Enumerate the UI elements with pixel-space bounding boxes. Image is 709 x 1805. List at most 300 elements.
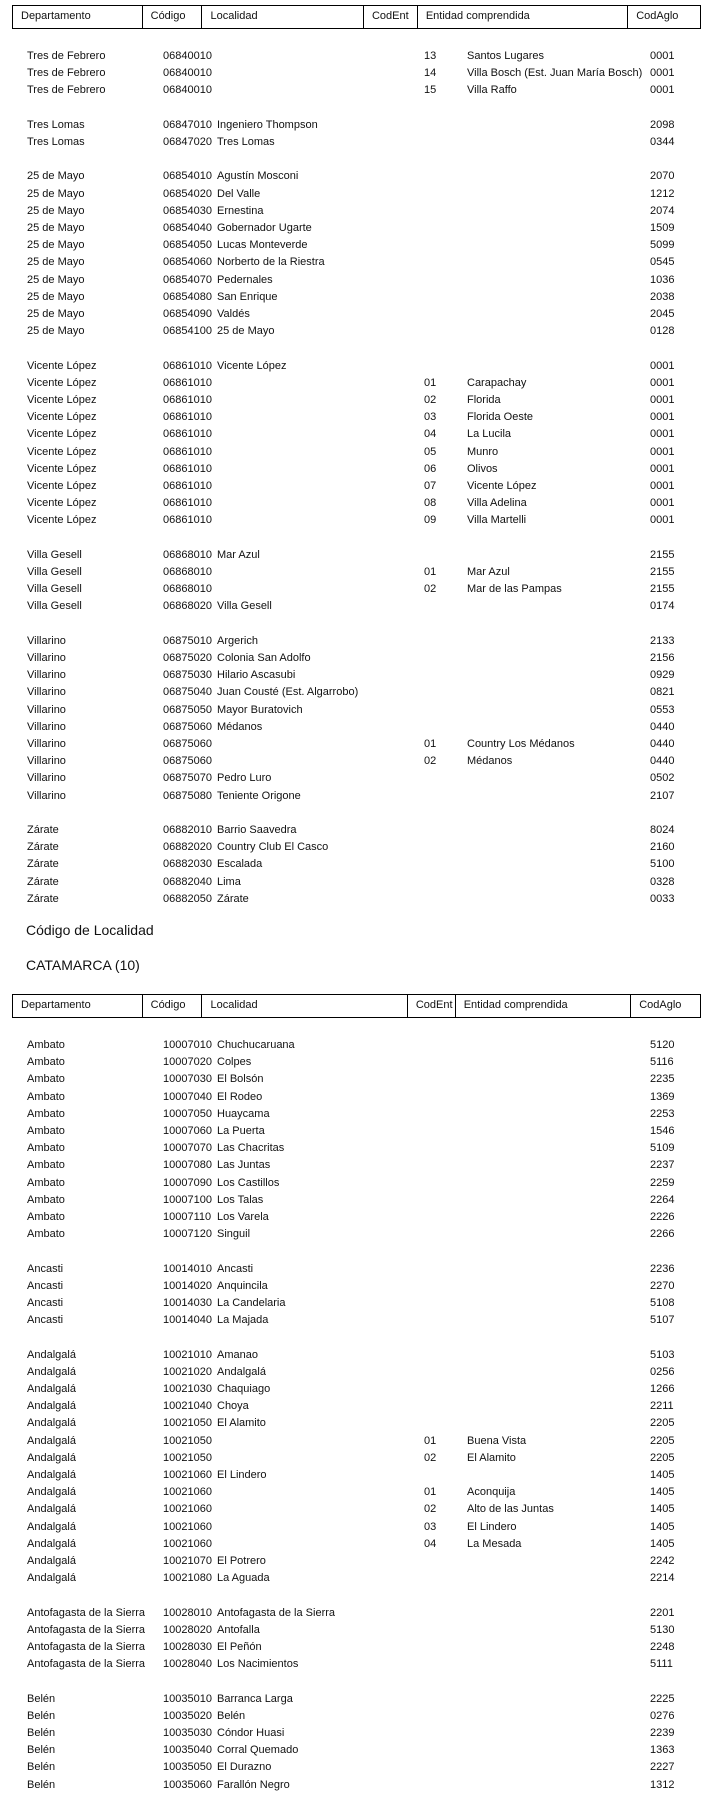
localidad-cell: Colonia San Adolfo: [217, 652, 311, 664]
entidad-cell: Carapachay: [467, 376, 527, 389]
codent-cell: 07: [424, 480, 437, 492]
codigo-cell: 06882030: [163, 858, 212, 871]
table-row: [0, 1639, 709, 1656]
departamento-cell: Vicente López: [27, 497, 97, 510]
table-row: [0, 358, 709, 375]
table-row: [0, 82, 709, 99]
header-codaglo: CodAglo: [639, 999, 682, 1011]
codent-cell: 14: [424, 67, 437, 80]
entidad-cell: La Mesada: [467, 1537, 522, 1550]
departamento-cell: Ambato: [27, 1056, 65, 1069]
entidad-cell: Country Los Médanos: [467, 738, 575, 750]
codaglo-cell: 0001: [650, 67, 675, 80]
table-row: [0, 1037, 709, 1054]
codaglo-cell: 2201: [650, 1606, 675, 1619]
codaglo-cell: 0440: [650, 720, 675, 733]
codigo-cell: 10035040: [163, 1744, 212, 1757]
codigo-cell: 06854070: [163, 273, 212, 286]
localidad-cell: La Candelaria: [217, 1297, 286, 1309]
codaglo-cell: 2156: [650, 652, 675, 664]
localidad-cell: Lima: [217, 875, 241, 888]
table-row: [0, 547, 709, 564]
codaglo-cell: 5116: [650, 1056, 674, 1069]
localidad-cell: Farallón Negro: [217, 1778, 290, 1791]
departamento-cell: Zárate: [27, 841, 59, 854]
codigo-cell: 10028020: [163, 1623, 212, 1636]
codaglo-cell: 0001: [650, 445, 675, 458]
codaglo-cell: 0001: [650, 428, 675, 441]
codaglo-cell: 2160: [650, 841, 675, 854]
table-row: [0, 444, 709, 461]
departamento-cell: Vicente López: [27, 394, 97, 406]
codigo-cell: 06854030: [163, 204, 212, 217]
codigo-cell: 10021070: [163, 1555, 212, 1567]
codaglo-cell: 2205: [650, 1417, 675, 1430]
departamento-cell: Villarino: [27, 755, 66, 768]
entidad-cell: Vicente López: [467, 480, 537, 492]
departamento-cell: Tres de Febrero: [27, 50, 106, 62]
table-row: [0, 1725, 709, 1742]
entidad-cell: Mar de las Pampas: [467, 583, 562, 596]
departamento-cell: Tres de Febrero: [27, 84, 106, 97]
codaglo-cell: 2074: [650, 204, 675, 217]
table-row: [0, 289, 709, 306]
entidad-cell: La Lucila: [467, 428, 512, 441]
table-row: [0, 1295, 709, 1312]
departamento-cell: Villa Gesell: [27, 583, 82, 596]
table-row: [0, 633, 709, 650]
departamento-cell: Villa Gesell: [27, 600, 82, 613]
departamento-cell: Ancasti: [27, 1279, 64, 1292]
departamento-cell: Zárate: [27, 858, 59, 871]
departamento-cell: Ancasti: [27, 1297, 64, 1309]
localidad-cell: Huaycama: [217, 1107, 270, 1120]
departamento-cell: Vicente López: [27, 514, 97, 527]
codaglo-cell: 0553: [650, 703, 675, 716]
departamento-cell: Ambato: [27, 1228, 65, 1241]
codigo-cell: 06861010: [163, 411, 212, 424]
codaglo-cell: 0001: [650, 462, 675, 475]
codaglo-cell: 0001: [650, 514, 675, 527]
table-row: [0, 788, 709, 805]
codigo-cell: 06868010: [163, 583, 212, 596]
codigo-cell: 06861010: [163, 376, 212, 389]
table-row: [0, 1553, 709, 1570]
departamento-cell: Andalgalá: [27, 1451, 76, 1464]
codigo-cell: 06861010: [163, 428, 212, 441]
codaglo-cell: 5103: [650, 1348, 675, 1361]
departamento-cell: 25 de Mayo: [27, 273, 85, 286]
codigo-cell: 10021060: [163, 1469, 212, 1481]
departamento-cell: 25 de Mayo: [27, 170, 85, 183]
entidad-cell: Villa Adelina: [467, 497, 527, 510]
localidad-cell: Ingeniero Thompson: [217, 118, 318, 131]
departamento-cell: Antofagasta de la Sierra: [27, 1606, 146, 1619]
codigo-cell: 10007020: [163, 1056, 212, 1069]
departamento-cell: Andalgalá: [27, 1469, 76, 1481]
localidad-cell: Mar Azul: [217, 548, 260, 561]
localidad-cell: Colpes: [217, 1056, 252, 1069]
header-codent: CodEnt: [408, 995, 456, 1017]
departamento-cell: Villarino: [27, 720, 66, 733]
localidad-cell: Juan Cousté (Est. Algarrobo): [217, 686, 359, 699]
departamento-cell: Villarino: [27, 738, 66, 750]
codent-cell: 08: [424, 497, 437, 510]
localidad-cell: 25 de Mayo: [217, 325, 275, 338]
codigo-cell: 10021040: [163, 1400, 212, 1413]
table-row: [0, 1381, 709, 1398]
codaglo-cell: 1036: [650, 273, 675, 286]
localidad-cell: Las Juntas: [217, 1159, 271, 1172]
codaglo-cell: 5109: [650, 1142, 675, 1155]
table-row: [0, 719, 709, 736]
table-row: [0, 1742, 709, 1759]
departamento-cell: Antofagasta de la Sierra: [27, 1658, 146, 1671]
codigo-cell: 06854100: [163, 325, 212, 338]
departamento-cell: Vicente López: [27, 411, 97, 424]
codigo-cell: 06840010: [163, 50, 212, 62]
departamento-cell: Ancasti: [27, 1262, 64, 1275]
table-row: [0, 822, 709, 839]
codent-cell: 05: [424, 445, 437, 458]
codaglo-cell: 0001: [650, 84, 675, 97]
table1-header: [12, 5, 701, 29]
entidad-cell: Munro: [467, 445, 499, 458]
table-row: [0, 839, 709, 856]
codigo-cell: 06854020: [163, 187, 212, 200]
departamento-cell: Belén: [27, 1761, 56, 1774]
localidad-cell: Tres Lomas: [217, 136, 275, 148]
table-row: [0, 375, 709, 392]
table-row: [0, 186, 709, 203]
localidad-cell: Del Valle: [217, 187, 261, 200]
codigo-cell: 10021060: [163, 1537, 212, 1550]
codigo-cell: 10028010: [163, 1606, 212, 1619]
codaglo-cell: 2098: [650, 118, 675, 131]
departamento-cell: Ancasti: [27, 1314, 64, 1327]
departamento-cell: Vicente López: [27, 428, 97, 441]
codaglo-cell: 5120: [650, 1039, 675, 1051]
table-row: [0, 1123, 709, 1140]
table-row: [0, 1089, 709, 1106]
codent-cell: 06: [424, 462, 437, 475]
header-localidad: Localidad: [202, 995, 407, 1017]
departamento-cell: Villarino: [27, 686, 66, 699]
localidad-cell: Mayor Buratovich: [217, 703, 303, 716]
table-row: [0, 1759, 709, 1776]
table-row: [0, 581, 709, 598]
codaglo-cell: 0276: [650, 1709, 675, 1722]
table-row: [0, 770, 709, 787]
codigo-cell: 06861010: [163, 497, 212, 510]
localidad-cell: Argerich: [217, 634, 258, 647]
codaglo-cell: 2038: [650, 290, 675, 303]
table-row: [0, 426, 709, 443]
codaglo-cell: 2259: [650, 1176, 675, 1189]
codaglo-cell: 2070: [650, 170, 675, 183]
table-row: [0, 1450, 709, 1467]
codigo-cell: 06854060: [163, 256, 212, 269]
localidad-cell: Valdés: [217, 308, 250, 320]
table-row: [0, 1467, 709, 1484]
header-codigo: Código: [143, 995, 203, 1017]
codaglo-cell: 1312: [650, 1778, 675, 1791]
codaglo-cell: 2214: [650, 1572, 675, 1585]
departamento-cell: Vicente López: [27, 462, 97, 475]
codigo-cell: 06882010: [163, 824, 212, 836]
departamento-cell: Belén: [27, 1744, 56, 1757]
header-entidad: Entidad comprendida: [418, 6, 628, 28]
table-row: [0, 1347, 709, 1364]
departamento-cell: Andalgalá: [27, 1486, 76, 1499]
codigo-cell: 10035050: [163, 1761, 212, 1774]
codaglo-cell: 0440: [650, 755, 675, 768]
codaglo-cell: 0344: [650, 136, 675, 148]
departamento-cell: Andalgalá: [27, 1572, 76, 1585]
codigo-cell: 06875030: [163, 669, 212, 682]
table-row: [0, 1140, 709, 1157]
codaglo-cell: 2237: [650, 1159, 675, 1172]
codigo-cell: 06875040: [163, 686, 212, 699]
table-row: [0, 598, 709, 615]
table-row: [0, 65, 709, 82]
table-row: [0, 1691, 709, 1708]
departamento-cell: Ambato: [27, 1193, 65, 1206]
codaglo-cell: 2205: [650, 1434, 675, 1447]
departamento-cell: 25 de Mayo: [27, 204, 85, 217]
table-row: [0, 254, 709, 271]
codaglo-cell: 2270: [650, 1279, 675, 1292]
codigo-cell: 10035020: [163, 1709, 212, 1722]
codigo-cell: 06854010: [163, 170, 212, 183]
localidad-cell: Médanos: [217, 720, 263, 733]
departamento-cell: Andalgalá: [27, 1434, 76, 1447]
table-row: [0, 1312, 709, 1329]
table-row: [0, 1071, 709, 1088]
codigo-cell: 10014030: [163, 1297, 212, 1309]
codaglo-cell: 2045: [650, 308, 675, 320]
codaglo-cell: 2155: [650, 548, 675, 561]
table-row: [0, 1656, 709, 1673]
codigo-cell: 10007060: [163, 1125, 212, 1137]
codent-cell: 01: [424, 738, 437, 750]
codigo-cell: 06875050: [163, 703, 212, 716]
codigo-cell: 06861010: [163, 394, 212, 406]
departamento-cell: 25 de Mayo: [27, 222, 85, 234]
departamento-cell: Ambato: [27, 1107, 65, 1120]
departamento-cell: Ambato: [27, 1125, 65, 1137]
localidad-cell: Barranca Larga: [217, 1692, 293, 1705]
codaglo-cell: 2236: [650, 1262, 675, 1275]
table-row: [0, 203, 709, 220]
codigo-cell: 06868010: [163, 566, 212, 578]
table-row: [0, 220, 709, 237]
localidad-cell: Cóndor Huasi: [217, 1727, 285, 1739]
localidad-cell: Los Castillos: [217, 1176, 280, 1189]
departamento-cell: 25 de Mayo: [27, 290, 85, 303]
departamento-cell: Villa Gesell: [27, 548, 82, 561]
departamento-cell: 25 de Mayo: [27, 187, 85, 200]
codaglo-cell: 2242: [650, 1555, 675, 1567]
codaglo-cell: 2155: [650, 583, 675, 596]
entidad-cell: Florida Oeste: [467, 411, 534, 424]
table-row: [0, 323, 709, 340]
departamento-cell: Villarino: [27, 703, 66, 716]
table-row: [0, 684, 709, 701]
localidad-cell: Choya: [217, 1400, 249, 1413]
codent-cell: 01: [424, 1486, 437, 1499]
departamento-cell: Andalgalá: [27, 1555, 76, 1567]
localidad-cell: Ancasti: [217, 1262, 254, 1275]
entidad-cell: Olivos: [467, 462, 498, 475]
codaglo-cell: 2205: [650, 1451, 675, 1464]
codaglo-cell: 1212: [650, 187, 675, 200]
localidad-cell: Chaquiago: [217, 1383, 271, 1395]
codaglo-cell: 0440: [650, 738, 675, 750]
codaglo-cell: 0174: [650, 600, 675, 613]
codent-cell: 02: [424, 1451, 437, 1464]
codaglo-cell: 1405: [650, 1503, 675, 1516]
codigo-cell: 10021080: [163, 1572, 212, 1585]
localidad-cell: San Enrique: [217, 290, 278, 303]
table-row: [0, 1415, 709, 1432]
codigo-cell: 10007100: [163, 1193, 212, 1206]
localidad-cell: Agustín Mosconi: [217, 170, 299, 183]
codaglo-cell: 0001: [650, 50, 675, 62]
entidad-cell: Aconquija: [467, 1486, 516, 1499]
codigo-cell: 06854080: [163, 290, 212, 303]
localidad-cell: Belén: [217, 1709, 246, 1722]
codigo-cell: 10021060: [163, 1520, 212, 1533]
codigo-cell: 10021030: [163, 1383, 212, 1395]
departamento-cell: Andalgalá: [27, 1503, 76, 1516]
entidad-cell: Florida: [467, 394, 501, 406]
entidad-cell: El Lindero: [467, 1520, 517, 1533]
departamento-cell: Belén: [27, 1778, 56, 1791]
localidad-cell: Las Chacritas: [217, 1142, 285, 1155]
codaglo-cell: 2266: [650, 1228, 675, 1241]
codent-cell: 13: [424, 50, 437, 62]
localidad-cell: Zárate: [217, 892, 249, 905]
codaglo-cell: 0001: [650, 497, 675, 510]
codent-cell: 15: [424, 84, 437, 97]
codent-cell: 02: [424, 394, 437, 406]
codigo-cell: 10007120: [163, 1228, 212, 1241]
localidad-cell: Antofagasta de la Sierra: [217, 1606, 336, 1619]
departamento-cell: 25 de Mayo: [27, 325, 85, 338]
codent-cell: 04: [424, 428, 437, 441]
codigo-cell: 06882020: [163, 841, 212, 854]
table-row: [0, 1777, 709, 1794]
header-departamento: Departamento: [13, 995, 143, 1017]
table-row: [0, 1192, 709, 1209]
departamento-cell: Ambato: [27, 1090, 65, 1103]
codigo-cell: 06847010: [163, 118, 212, 131]
localidad-cell: Los Varela: [217, 1211, 269, 1223]
codigo-cell: 06861010: [163, 359, 212, 372]
localidad-cell: Singuil: [217, 1228, 251, 1241]
header-codigo: Código: [143, 6, 203, 28]
codaglo-cell: 0001: [650, 394, 675, 406]
codaglo-cell: 1266: [650, 1383, 675, 1395]
codaglo-cell: 5100: [650, 858, 675, 871]
codent-cell: 03: [424, 1520, 437, 1533]
codent-cell: 02: [424, 755, 437, 768]
codigo-cell: 10035060: [163, 1778, 212, 1791]
codaglo-cell: 2239: [650, 1727, 675, 1739]
codigo-cell: 10014020: [163, 1279, 212, 1292]
codaglo-cell: 5108: [650, 1297, 675, 1309]
codaglo-cell: 0929: [650, 669, 675, 682]
localidad-cell: Teniente Origone: [217, 789, 301, 802]
departamento-cell: Ambato: [27, 1176, 65, 1189]
codigo-cell: 06875060: [163, 738, 212, 750]
localidad-cell: Andalgalá: [217, 1365, 266, 1378]
departamento-cell: Ambato: [27, 1073, 65, 1086]
codaglo-cell: 1369: [650, 1090, 675, 1103]
codigo-cell: 06861010: [163, 462, 212, 475]
localidad-cell: El Lindero: [217, 1469, 267, 1481]
codaglo-cell: 5099: [650, 239, 675, 252]
departamento-cell: Villarino: [27, 634, 66, 647]
table-row: [0, 1364, 709, 1381]
departamento-cell: 25 de Mayo: [27, 308, 85, 320]
codaglo-cell: 5107: [650, 1314, 675, 1327]
codaglo-cell: 0001: [650, 480, 675, 492]
table-row: [0, 134, 709, 151]
codent-cell: 02: [424, 1503, 437, 1516]
departamento-cell: Andalgalá: [27, 1520, 76, 1533]
localidad-cell: La Majada: [217, 1314, 269, 1327]
codaglo-cell: 2155: [650, 566, 675, 578]
table-row: [0, 272, 709, 289]
table-row: [0, 1261, 709, 1278]
codent-cell: 03: [424, 411, 437, 424]
localidad-cell: El Potrero: [217, 1555, 266, 1567]
entidad-cell: Santos Lugares: [467, 50, 545, 62]
codent-cell: 09: [424, 514, 437, 527]
codaglo-cell: 5111: [650, 1658, 673, 1671]
entidad-cell: Villa Bosch (Est. Juan María Bosch): [467, 67, 643, 80]
localidad-cell: Lucas Monteverde: [217, 239, 308, 252]
codaglo-cell: 0545: [650, 256, 675, 269]
table-row: [0, 1054, 709, 1071]
departamento-cell: Antofagasta de la Sierra: [27, 1641, 146, 1653]
departamento-cell: Vicente López: [27, 376, 97, 389]
codigo-cell: 10014040: [163, 1314, 212, 1327]
codigo-cell: 06868020: [163, 600, 212, 613]
codaglo-cell: 8024: [650, 824, 675, 836]
localidad-cell: Los Nacimientos: [217, 1658, 299, 1671]
codaglo-cell: 0128: [650, 325, 675, 338]
table-row: [0, 1157, 709, 1174]
codigo-cell: 10007080: [163, 1159, 212, 1172]
departamento-cell: Antofagasta de la Sierra: [27, 1623, 146, 1636]
table-row: [0, 667, 709, 684]
table-row: [0, 891, 709, 908]
departamento-cell: Andalgalá: [27, 1365, 76, 1378]
table-row: [0, 1605, 709, 1622]
codaglo-cell: 2225: [650, 1692, 675, 1705]
departamento-cell: Vicente López: [27, 359, 97, 372]
departamento-cell: Andalgalá: [27, 1537, 76, 1550]
localidad-cell: Norberto de la Riestra: [217, 256, 325, 269]
departamento-cell: Ambato: [27, 1142, 65, 1155]
codigo-cell: 10007070: [163, 1142, 212, 1155]
codigo-cell: 10021050: [163, 1451, 212, 1464]
codigo-cell: 10021060: [163, 1503, 212, 1516]
codaglo-cell: 2226: [650, 1211, 675, 1223]
